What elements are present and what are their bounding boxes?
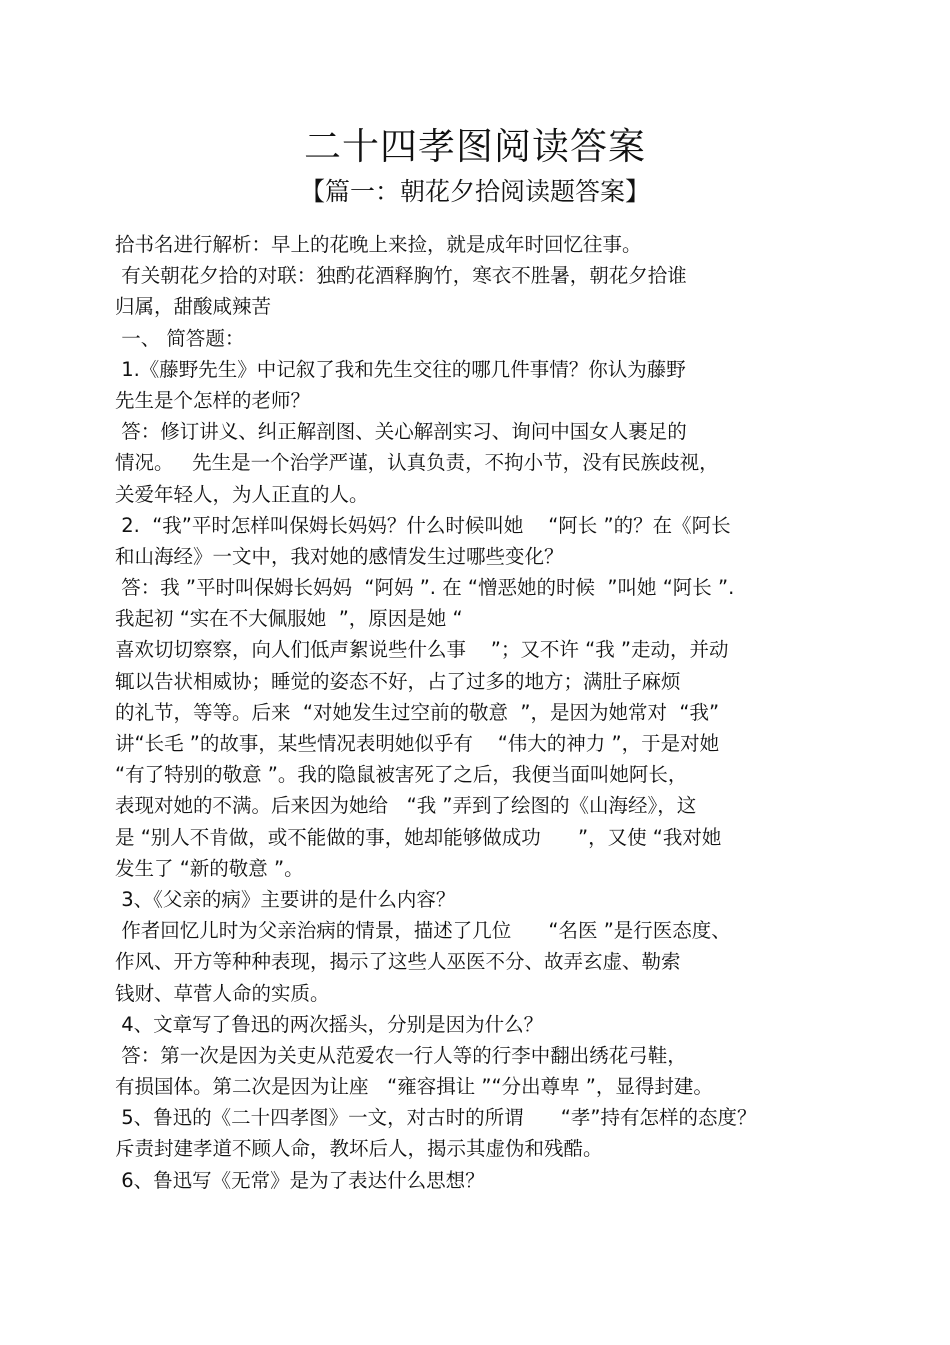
text-line: 一、 简答题： — [115, 326, 245, 350]
text-line: 辄以告状相威协；睡觉的姿态不好，占了过多的地方；满肚子麻烦 — [115, 669, 681, 693]
text-line: 有关朝花夕拾的对联：独酌花酒释胸竹，寒衣不胜暑，朝花夕拾谁 — [115, 264, 687, 288]
text-line: 关爱年轻人，为人正直的人。 — [115, 482, 369, 506]
text-line: 钱财、草菅人命的实质。 — [115, 981, 330, 1005]
text-line: 和山海经》一文中，我对她的感情发生过哪些变化？ — [115, 544, 564, 568]
text-line: 4、文章写了鲁迅的两次摇头，分别是因为什么？ — [115, 1012, 544, 1036]
text-line: 的礼节，等等。后来 “对她发生过空前的敬意 ”，是因为她常对 “我” — [115, 700, 720, 724]
text-line: 作风、开方等种种表现，揭示了这些人巫医不分、故弄玄虚、勒索 — [115, 950, 681, 974]
text-line: 2. “我”平时怎样叫保姆长妈妈？什么时候叫她 “阿长 ”的？在《阿长 — [115, 513, 731, 537]
text-line: 拾书名进行解析：早上的花晚上来捡，就是成年时回忆往事。 — [115, 233, 642, 256]
text-line: 喜欢切切察察，向人们低声絮说些什么事 ”；又不许 “我 ”走动，并动 — [115, 638, 729, 662]
text-line: 答：修订讲义、纠正解剖图、关心解剖实习、询问中国女人裹足的 — [115, 420, 687, 444]
document-title: 二十四孝图阅读答案 — [304, 125, 646, 168]
document-body — [115, 229, 835, 1196]
text-line: 1.《藤野先生》中记叙了我和先生交往的哪几件事情？你认为藤野 — [115, 357, 686, 381]
text-line: 先生是个怎样的老师？ — [115, 388, 311, 412]
document-subtitle: 【篇一：朝花夕拾阅读题答案】 — [299, 177, 650, 206]
text-line: 是 “别人不肯做，或不能做的事，她却能够做成功 ”，又使 “我对她 — [115, 825, 722, 849]
text-line: “有了特别的敬意 ”。我的隐鼠被害死了之后，我便当面叫她阿长， — [115, 763, 688, 787]
text-line: 我起初 “实在不大佩服她 ”，原因是她 “ — [115, 607, 463, 631]
text-line: 有损国体。第二次是因为让座 “雍容揖让 ”“分出尊卑 ”，显得封建。 — [115, 1075, 713, 1099]
text-line: 3、《父亲的病》主要讲的是什么内容？ — [115, 887, 456, 911]
text-line: 答：第一次是因为关吏从范爱农一行人等的行李中翻出绣花弓鞋， — [115, 1043, 687, 1067]
text-line: 5、鲁迅的《二十四孝图》一文，对古时的所谓 “孝”持有怎样的态度？ — [115, 1106, 757, 1130]
text-line: 归属，甜酸咸辣苦 — [115, 295, 272, 319]
text-line: 表现对她的不满。后来因为她给 “我 ”弄到了绘图的《山海经》，这 — [115, 794, 697, 818]
text-line: 6、鲁迅写《无常》是为了表达什么思想？ — [115, 1168, 485, 1192]
text-line: 斥责封建孝道不顾人命，教坏后人，揭示其虚伪和残酷。 — [115, 1137, 603, 1161]
text-line: 答：我 ”平时叫保姆长妈妈 “阿妈 ”. 在 “憎恶她的时候 ”叫她 “阿长 ”. — [115, 576, 735, 600]
text-line: 发生了 “新的敬意 ”。 — [115, 856, 304, 880]
text-line: 作者回忆儿时为父亲治病的情景，描述了几位 “名医 ”是行医态度、 — [115, 919, 731, 943]
text-line: 讲“长毛 ”的故事，某些情况表明她似乎有 “伟大的神力 ”，于是对她 — [115, 732, 720, 755]
text-line: 情况。 先生是一个治学严谨，认真负责，不拘小节，没有民族歧视， — [115, 451, 719, 475]
